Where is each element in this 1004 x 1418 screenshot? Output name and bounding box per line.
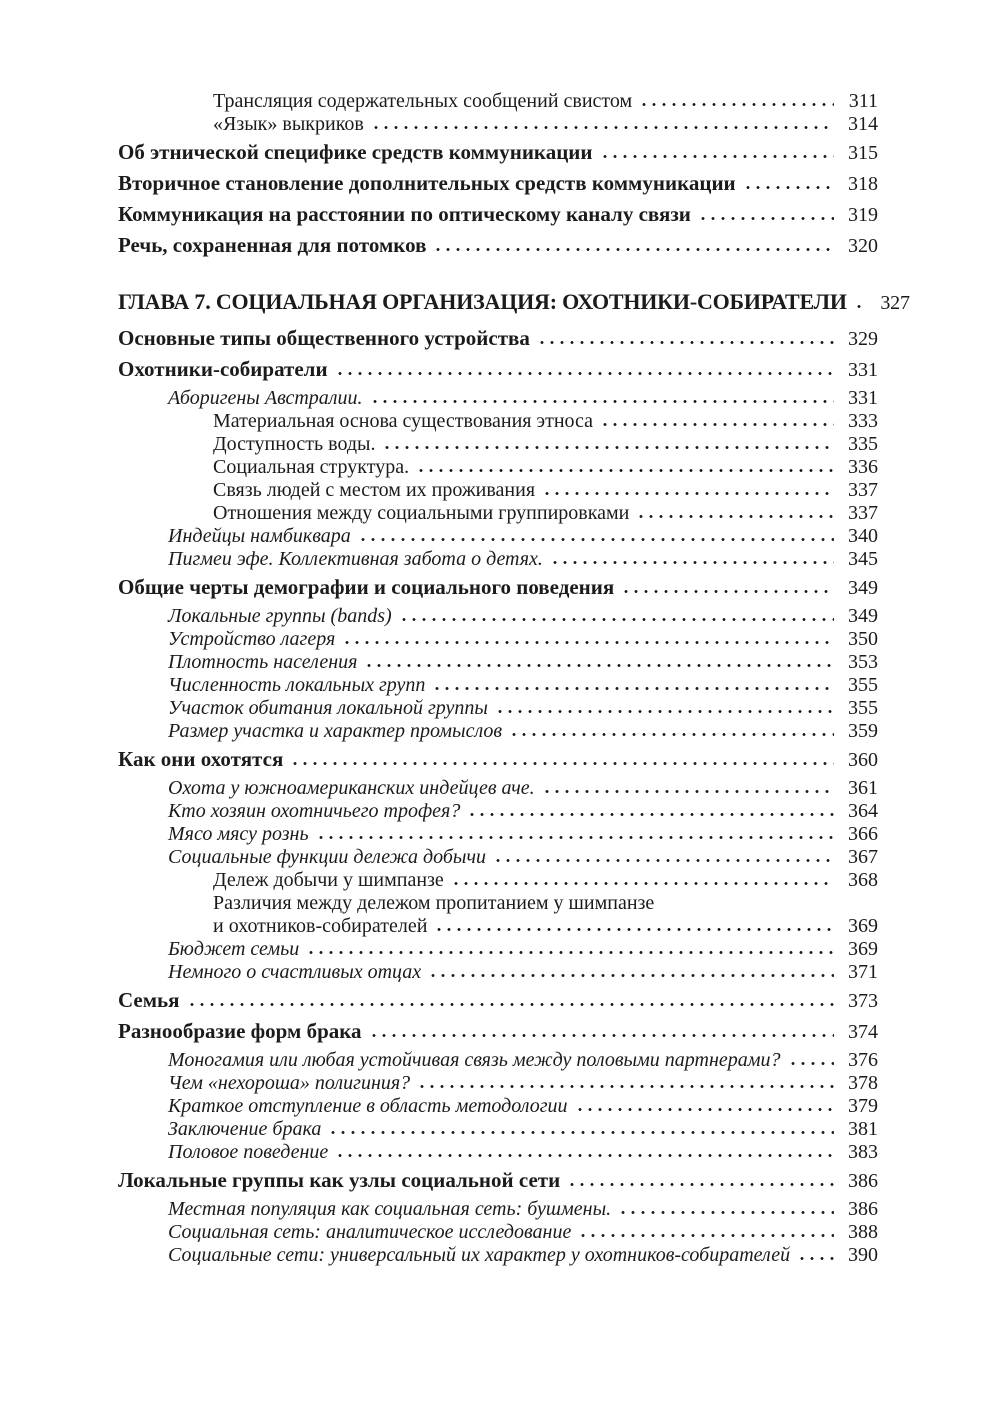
toc-entry <box>118 325 878 353</box>
toc-entry <box>118 113 878 136</box>
dot-leader <box>290 761 834 766</box>
toc-entry-page: 373 <box>848 990 878 1012</box>
toc-entry <box>118 915 878 938</box>
toc-entry-page: 383 <box>848 1141 878 1163</box>
dot-leader <box>495 709 834 714</box>
toc-entry-page: 374 <box>848 1021 878 1043</box>
toc-entry <box>118 674 878 697</box>
dot-leader <box>432 686 834 691</box>
toc-entry-title: Участок обитания локальной группы <box>168 697 488 719</box>
toc-entry <box>118 288 910 317</box>
toc-list <box>118 90 910 1267</box>
dot-leader <box>698 216 834 221</box>
dot-leader <box>600 422 834 427</box>
toc-entry-title: Отношения между социальными группировками <box>213 502 630 524</box>
toc-entry-title: Кто хозяин охотничьего трофея? <box>168 800 461 822</box>
toc-entry <box>118 1244 878 1267</box>
toc-entry <box>118 1221 878 1244</box>
toc-entry-page: 337 <box>848 479 878 501</box>
dot-leader <box>537 340 834 345</box>
toc-entry-page: 349 <box>848 577 878 599</box>
toc-entry-title: Семья <box>118 988 180 1012</box>
toc-entry <box>118 548 878 571</box>
dot-leader <box>639 102 834 107</box>
toc-entry <box>118 525 878 548</box>
toc-entry <box>118 90 878 113</box>
toc-entry-page: 371 <box>848 961 878 983</box>
toc-entry-page: 329 <box>848 328 878 350</box>
toc-entry <box>118 892 878 915</box>
toc-entry <box>118 961 878 984</box>
toc-entry-page: 381 <box>848 1118 878 1140</box>
dot-leader <box>854 304 866 309</box>
toc-entry-page: 318 <box>848 173 878 195</box>
dot-leader <box>575 1107 834 1112</box>
toc-entry-title: Локальные группы (bands) <box>168 605 392 627</box>
toc-entry-page: 319 <box>848 204 878 226</box>
toc-entry-title: Моногамия или любая устойчивая связь между половыми партнерами? <box>168 1049 781 1071</box>
toc-entry <box>118 1049 878 1072</box>
toc-entry-title: Материальная основа существования этноса <box>213 410 594 432</box>
toc-entry-page: 359 <box>848 720 878 742</box>
toc-entry-title: Об этнической специфике средств коммуникации <box>118 140 593 164</box>
dot-leader <box>316 835 834 840</box>
dot-leader <box>371 125 834 130</box>
dot-leader <box>433 247 834 252</box>
toc-entry-title: Различия между дележом пропитанием у шимпанзе <box>213 892 655 914</box>
toc-entry-title: Коммуникация на расстоянии по оптическому каналу связи <box>118 202 691 226</box>
toc-entry-title: Численность локальных групп <box>168 674 426 696</box>
toc-entry <box>118 1072 878 1095</box>
toc-entry-title: Устройство лагеря <box>168 628 336 650</box>
toc-entry-page: 336 <box>848 456 878 478</box>
toc-entry-title: Общие черты демографии и социального поведения <box>118 575 615 599</box>
toc-entry-title: и охотников-собирателей <box>213 915 428 937</box>
toc-entry-title: Дележ добычи у шимпанзе <box>213 869 444 891</box>
toc-entry <box>118 628 878 651</box>
dot-leader <box>416 468 834 473</box>
toc-entry <box>118 410 878 433</box>
toc-entry-page: 314 <box>848 113 878 135</box>
toc-entry <box>118 697 878 720</box>
toc-entry-page: 331 <box>848 359 878 381</box>
toc-entry-title: Половое поведение <box>168 1141 329 1163</box>
toc-entry-page: 349 <box>848 605 878 627</box>
dot-leader <box>434 927 834 932</box>
toc-entry-title: Бюджет семьи <box>168 938 300 960</box>
toc-entry <box>118 651 878 674</box>
toc-entry-title: Чем «нехороша» полигиния? <box>168 1072 411 1094</box>
toc-entry-title: «Язык» выкриков <box>213 113 364 135</box>
toc-entry-page: 340 <box>848 525 878 547</box>
dot-leader <box>600 154 834 159</box>
toc-entry <box>118 987 878 1015</box>
toc-entry-title: Немного о счастливых отцах <box>168 961 422 983</box>
toc-entry <box>118 938 878 961</box>
toc-entry <box>118 479 878 502</box>
dot-leader <box>509 732 834 737</box>
toc-entry <box>118 201 878 229</box>
toc-entry <box>118 433 878 456</box>
toc-entry-page: 390 <box>848 1244 878 1266</box>
toc-entry-page: 386 <box>848 1170 878 1192</box>
dot-leader <box>567 1182 834 1187</box>
dot-leader <box>621 589 834 594</box>
dot-leader <box>417 1084 834 1089</box>
toc-entry-page: 368 <box>848 869 878 891</box>
toc-entry-page: 320 <box>848 235 878 257</box>
toc-entry-title: Социальная структура. <box>213 456 410 478</box>
toc-entry-title: Социальные сети: универсальный их характер у охотников-собирателей <box>168 1244 791 1266</box>
toc-entry-title: Индейцы намбиквара <box>168 525 351 547</box>
toc-entry <box>118 1198 878 1221</box>
toc-entry-title: Охотники-собиратели <box>118 357 328 381</box>
toc-entry-page: 367 <box>848 846 878 868</box>
toc-entry-title: Плотность населения <box>168 651 358 673</box>
toc-entry <box>118 800 878 823</box>
toc-entry-page: 350 <box>848 628 878 650</box>
toc-entry-page: 335 <box>848 433 878 455</box>
toc-entry <box>118 1095 878 1118</box>
toc-entry <box>118 170 878 198</box>
toc-entry-page: 379 <box>848 1095 878 1117</box>
dot-leader <box>187 1002 834 1007</box>
toc-entry <box>118 823 878 846</box>
dot-leader <box>369 1033 834 1038</box>
toc-entry-page: 345 <box>848 548 878 570</box>
toc-entry <box>118 1167 878 1195</box>
toc-entry <box>118 139 878 167</box>
toc-entry-title: Мясо мясу рознь <box>168 823 309 845</box>
toc-entry-page: 331 <box>848 387 878 409</box>
dot-leader <box>328 1130 834 1135</box>
toc-entry-page: 388 <box>848 1221 878 1243</box>
dot-leader <box>335 1153 834 1158</box>
toc-entry-title: Краткое отступление в область методологии <box>168 1095 568 1117</box>
dot-leader <box>467 812 834 817</box>
toc-entry <box>118 502 878 525</box>
dot-leader <box>743 185 834 190</box>
toc-entry-title: Речь, сохраненная для потомков <box>118 233 427 257</box>
dot-leader <box>306 950 834 955</box>
dot-leader <box>342 640 834 645</box>
dot-leader <box>797 1256 834 1261</box>
toc-entry-page: 361 <box>848 777 878 799</box>
toc-entry-title: Социальные функции дележа добычи <box>168 846 487 868</box>
toc-entry-page: 311 <box>848 90 878 112</box>
toc-entry-page: 337 <box>848 502 878 524</box>
toc-entry-page: 386 <box>848 1198 878 1220</box>
toc-entry-title: Разнообразие форм брака <box>118 1019 362 1043</box>
toc-entry <box>118 777 878 800</box>
toc-entry-title: Основные типы общественного устройства <box>118 326 530 350</box>
toc-entry-page: 353 <box>848 651 878 673</box>
toc-entry <box>118 574 878 602</box>
dot-leader <box>358 537 834 542</box>
toc-entry-title: Локальные группы как узлы социальной сети <box>118 1168 561 1192</box>
toc-entry-page: 376 <box>848 1049 878 1071</box>
toc-entry <box>118 356 878 384</box>
dot-leader <box>578 1233 834 1238</box>
toc-entry-page: 327 <box>880 292 910 314</box>
toc-entry-page: 364 <box>848 800 878 822</box>
toc-entry-title: Пигмеи эфе. Коллективная забота о детях. <box>168 548 543 570</box>
toc-entry <box>118 387 878 410</box>
dot-leader <box>542 789 834 794</box>
toc-entry-title: Аборигены Австралии. <box>168 387 363 409</box>
toc-entry-title: Социальная сеть: аналитическое исследование <box>168 1221 572 1243</box>
dot-leader <box>493 858 834 863</box>
toc-entry-page: 369 <box>848 938 878 960</box>
toc-entry-page: 355 <box>848 697 878 719</box>
toc-entry <box>118 846 878 869</box>
toc-entry <box>118 1118 878 1141</box>
toc-entry <box>118 605 878 628</box>
toc-entry-page: 333 <box>848 410 878 432</box>
toc-entry <box>118 456 878 479</box>
toc-entry <box>118 746 878 774</box>
toc-entry-title: Как они охотятся <box>118 747 284 771</box>
dot-leader <box>636 514 834 519</box>
toc-entry-page: 315 <box>848 142 878 164</box>
toc-entry <box>118 1141 878 1164</box>
toc-entry <box>118 232 878 260</box>
toc-entry-title: Охота у южноамериканских индейцев аче. <box>168 777 535 799</box>
toc-entry-page: 369 <box>848 915 878 937</box>
toc-entry-title: Местная популяция как социальная сеть: бушмены. <box>168 1198 612 1220</box>
dot-leader <box>618 1210 834 1215</box>
dot-leader <box>542 491 834 496</box>
toc-entry <box>118 720 878 743</box>
dot-leader <box>550 560 834 565</box>
toc-entry-title: Трансляция содержательных сообщений свистом <box>213 90 633 112</box>
dot-leader <box>382 445 834 450</box>
dot-leader <box>451 881 834 886</box>
toc-entry-title: Заключение брака <box>168 1118 322 1140</box>
dot-leader <box>364 663 834 668</box>
toc-entry-title: ГЛАВА 7. СОЦИАЛЬНАЯ ОРГАНИЗАЦИЯ: ОХОТНИКИ-СОБИРАТЕЛИ <box>118 289 847 314</box>
toc-entry-title: Связь людей с местом их проживания <box>213 479 536 501</box>
dot-leader <box>370 399 834 404</box>
dot-leader <box>428 973 834 978</box>
toc-entry <box>118 1018 878 1046</box>
dot-leader <box>335 371 834 376</box>
toc-entry-page: 360 <box>848 749 878 771</box>
toc-entry-page: 378 <box>848 1072 878 1094</box>
toc-entry <box>118 869 878 892</box>
toc-entry-page: 366 <box>848 823 878 845</box>
dot-leader <box>788 1061 834 1066</box>
toc-entry-title: Размер участка и характер промыслов <box>168 720 503 742</box>
toc-entry-title: Вторичное становление дополнительных средств коммуникации <box>118 171 736 195</box>
toc-entry-title: Доступность воды. <box>213 433 376 455</box>
dot-leader <box>399 617 834 622</box>
toc-entry-page: 355 <box>848 674 878 696</box>
